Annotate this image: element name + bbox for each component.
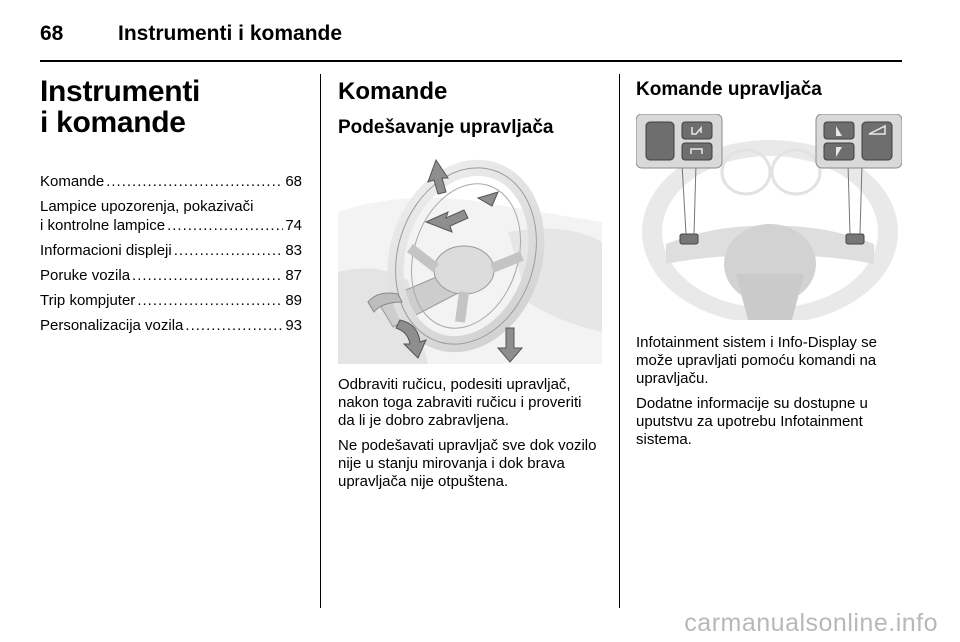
toc-entry[interactable] [40,172,302,191]
toc-entry[interactable] [40,291,302,310]
komande-column [338,72,602,498]
toc-page-number: 68 [285,173,302,190]
toc-page-number: 74 [285,217,302,234]
toc-leader-dots [137,291,283,310]
steering-controls-column [636,72,902,456]
toc-leader-dots [132,266,283,285]
toc-label: Komande [40,173,105,190]
toc-entry[interactable] [40,266,302,285]
toc-label: i kontrolne lampice [40,217,166,234]
steering-adjust-illustration [338,152,602,364]
toc-label: Informacioni displeji [40,242,172,259]
toc-label: Lampice upozorenja, pokazivači [40,198,254,215]
paragraph: Odbraviti ručicu, podesiti upravljač, nakon toga zabraviti ručicu i proveriti da li je dobro zabravljena. [338,376,582,429]
toc-page-number: 83 [285,242,302,259]
toc-label: Personalizacija vozila [40,317,184,334]
toc-leader-dots [185,316,283,335]
table-of-contents [40,172,302,335]
chapter-column [40,72,302,341]
section-heading-komande: Komande [338,78,448,105]
toc-page-number: 87 [285,267,302,284]
paragraph: Infotainment sistem i Info-Display se može upravljati pomoću komandi na upravljaču. [636,334,877,387]
toc-page-number: 89 [285,292,302,309]
column-divider [619,74,620,608]
steering-wheel-controls-illustration [636,114,902,320]
chapter-title: Instrumenti i komande [40,75,201,139]
paragraph: Ne podešavati upravljač sve dok vozilo nije u stanju mirovanja i dok brava upravljača nije otpuštena. [338,437,597,490]
toc-entry[interactable] [40,316,302,335]
toc-label: Trip kompjuter [40,292,136,309]
page-header [40,20,902,60]
toc-entry[interactable] [40,197,302,235]
toc-entry[interactable] [40,241,302,260]
toc-leader-dots [174,241,284,260]
subheading-steering-adjust: Podešavanje upravljača [338,117,554,138]
toc-leader-dots [106,172,283,191]
toc-page-number: 93 [285,317,302,334]
toc-label: Poruke vozila [40,267,131,284]
page-number: 68 [40,22,64,45]
section-heading-steering-controls: Komande upravljača [636,79,822,100]
paragraph: Dodatne informacije su dostupne u uputstvu za upotrebu Infotainment sistema. [636,395,868,448]
toc-leader-dots [167,216,283,235]
running-title: Instrumenti i komande [118,22,343,45]
watermark: carmanualsonline.info [684,609,938,637]
column-divider [320,74,321,608]
header-rule [40,60,902,62]
